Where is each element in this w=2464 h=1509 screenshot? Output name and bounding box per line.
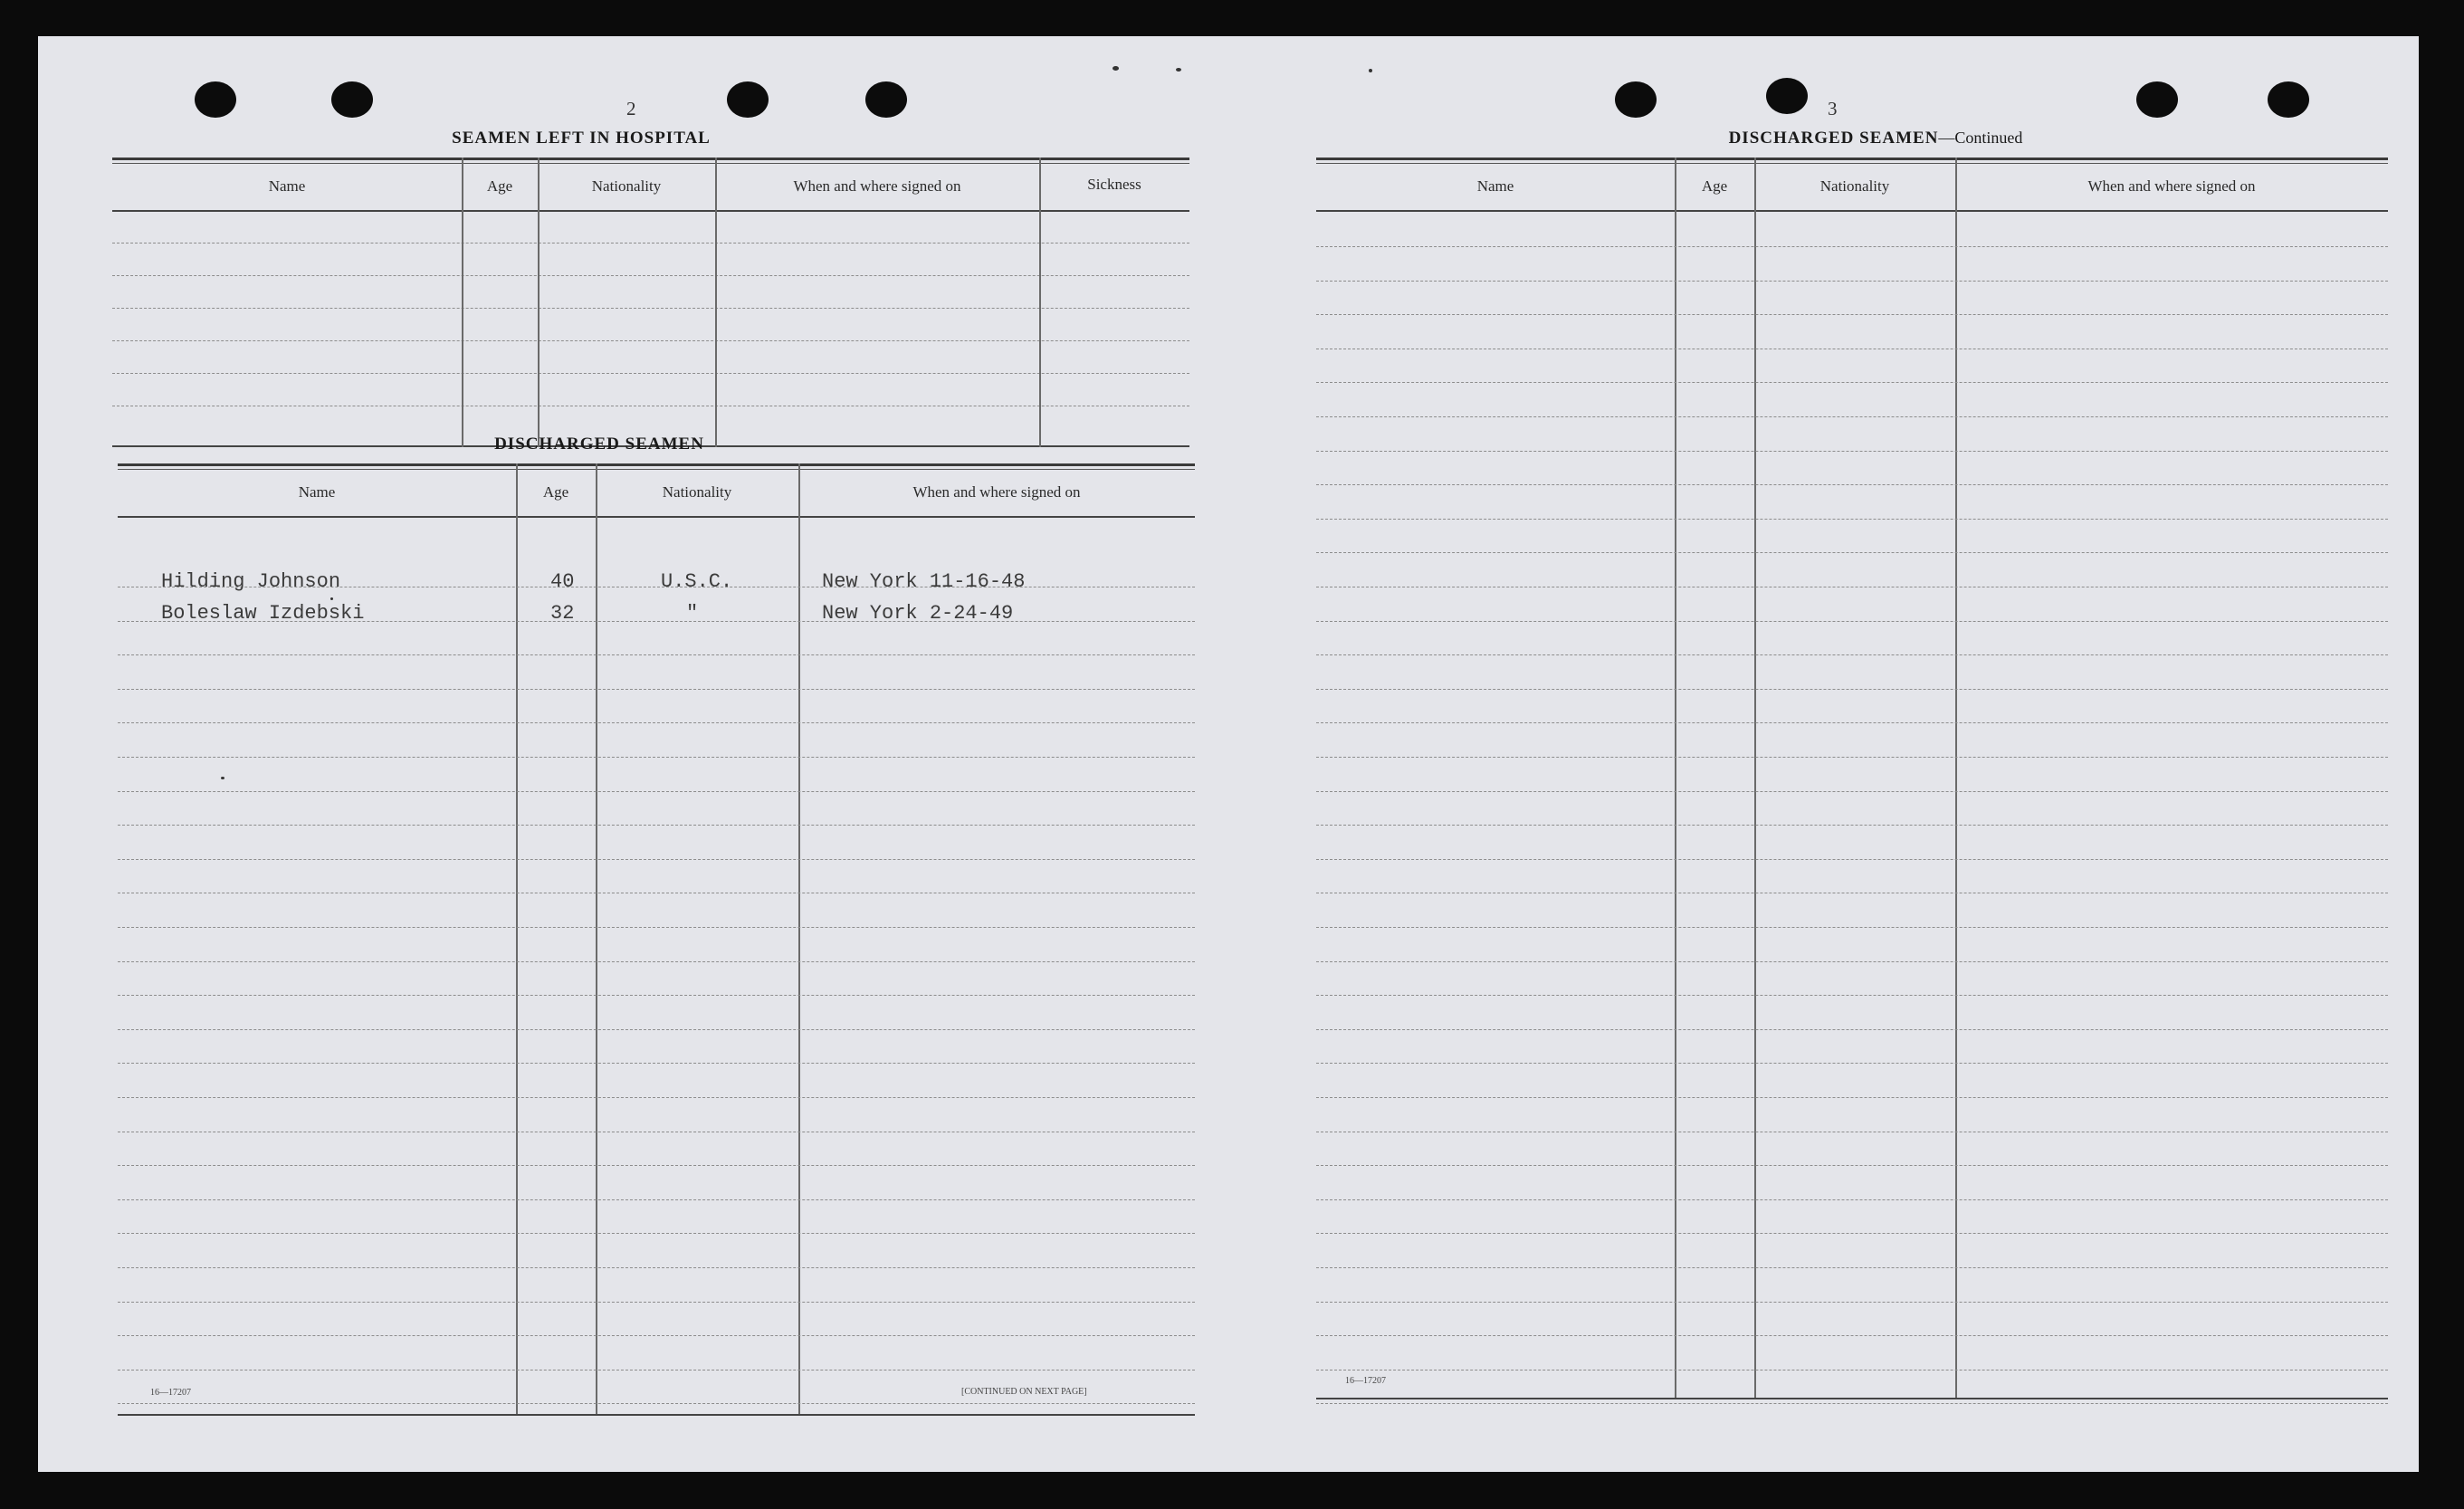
title-continued: —Continued <box>1938 129 2023 147</box>
ruled-line <box>118 654 1195 655</box>
ruled-line <box>1316 757 2388 758</box>
form-code: 16—17207 <box>150 1388 191 1398</box>
form-code: 16—17207 <box>1345 1376 1386 1386</box>
ruled-line <box>1316 961 2388 962</box>
ruled-line <box>1316 484 2388 485</box>
ruled-line <box>118 961 1195 962</box>
punch-hole <box>195 81 236 118</box>
ruled-line <box>1316 1370 2388 1371</box>
punch-hole <box>1766 78 1808 114</box>
table-bottom-rule <box>118 1414 1195 1416</box>
punch-hole <box>1615 81 1657 118</box>
ruled-line <box>1316 1097 2388 1098</box>
discharged-table <box>118 463 1195 1423</box>
ruled-line <box>1316 1233 2388 1234</box>
speck <box>1176 68 1181 72</box>
punch-hole <box>865 81 907 118</box>
seaman-age: 32 <box>550 602 575 625</box>
ruled-line <box>118 1063 1195 1064</box>
ruled-line <box>1316 621 2388 622</box>
ruled-line <box>1316 859 2388 860</box>
ruled-line <box>118 1403 1195 1404</box>
ruled-line <box>1316 1165 2388 1166</box>
ruled-line <box>1316 281 2388 282</box>
ruled-line <box>1316 825 2388 826</box>
seaman-nationality: U.S.C. <box>661 570 733 593</box>
punch-hole <box>2136 81 2178 118</box>
ruled-line <box>1316 791 2388 792</box>
speck <box>1113 66 1119 71</box>
punch-hole <box>2268 81 2309 118</box>
ruled-line <box>118 1302 1195 1303</box>
ruled-line <box>118 1029 1195 1030</box>
title-main: DISCHARGED SEAMEN <box>1728 129 1939 148</box>
ruled-line <box>1316 552 2388 553</box>
form-sheet <box>38 36 2419 1472</box>
discharged-continued-table <box>1316 158 2388 1407</box>
ruled-line <box>118 757 1195 758</box>
ruled-line <box>1316 1063 2388 1064</box>
ruled-line <box>1316 689 2388 690</box>
col-header-name: Name <box>298 483 336 501</box>
ruled-line <box>1316 416 2388 417</box>
ruled-line <box>118 791 1195 792</box>
hospital-section-title: SEAMEN LEFT IN HOSPITAL <box>452 129 711 148</box>
ruled-line <box>118 825 1195 826</box>
ruled-line <box>118 1199 1195 1200</box>
page-number: 3 <box>1828 98 1838 119</box>
seaman-signed-on: New York 11-16-48 <box>822 570 1026 593</box>
speck <box>1369 69 1372 72</box>
ruled-line <box>1316 314 2388 315</box>
seaman-name: Hilding Johnson <box>161 570 341 593</box>
table-bottom-rule <box>1316 1398 2388 1399</box>
discharged-section-title: DISCHARGED SEAMEN <box>494 435 704 454</box>
col-header-age: Age <box>486 177 513 195</box>
ruled-line <box>1316 654 2388 655</box>
ruled-line <box>1316 1029 2388 1030</box>
ruled-line <box>1316 382 2388 383</box>
ruled-line <box>118 1097 1195 1098</box>
ruled-line <box>118 859 1195 860</box>
col-header-nationality: Nationality <box>662 483 732 501</box>
col-header-signed-on: When and where signed on <box>912 483 1081 501</box>
ruled-line <box>118 722 1195 723</box>
punch-hole <box>331 81 373 118</box>
ruled-line <box>1316 519 2388 520</box>
col-header-signed-on: When and where signed on <box>2087 177 2256 195</box>
ruled-line <box>118 689 1195 690</box>
ruled-line <box>1316 246 2388 247</box>
col-header-name: Name <box>1476 177 1514 195</box>
ruled-line <box>1316 995 2388 996</box>
seaman-nationality: " <box>686 602 699 625</box>
page-number: 2 <box>626 98 636 119</box>
ruled-line <box>118 927 1195 928</box>
punch-hole <box>727 81 769 118</box>
col-header-age: Age <box>1701 177 1728 195</box>
ruled-line <box>118 1165 1195 1166</box>
col-header-nationality: Nationality <box>591 177 662 195</box>
ruled-line <box>118 995 1195 996</box>
seaman-signed-on: New York 2-24-49 <box>822 602 1014 625</box>
col-header-name: Name <box>268 177 306 195</box>
ruled-line <box>1316 1302 2388 1303</box>
ruled-line <box>118 1267 1195 1268</box>
col-header-nationality: Nationality <box>1819 177 1890 195</box>
ruled-line <box>1316 1403 2388 1404</box>
col-header-sickness: Sickness <box>1087 176 1141 193</box>
ruled-line <box>1316 1267 2388 1268</box>
seaman-age: 40 <box>550 570 575 593</box>
ruled-line <box>118 1335 1195 1336</box>
col-header-signed-on: When and where signed on <box>793 177 961 195</box>
ruled-line <box>1316 1335 2388 1336</box>
ruled-line <box>1316 722 2388 723</box>
ruled-line <box>118 1370 1195 1371</box>
hospital-table <box>112 158 1189 453</box>
discharged-continued-title <box>1577 129 2174 148</box>
ruled-line <box>1316 927 2388 928</box>
ruled-line <box>1316 451 2388 452</box>
col-header-age: Age <box>542 483 569 501</box>
ruled-line <box>118 1233 1195 1234</box>
seaman-name: Boleslaw Izdebski <box>161 602 365 625</box>
continued-note: [CONTINUED ON NEXT PAGE] <box>961 1387 1087 1397</box>
ruled-line <box>1316 1199 2388 1200</box>
